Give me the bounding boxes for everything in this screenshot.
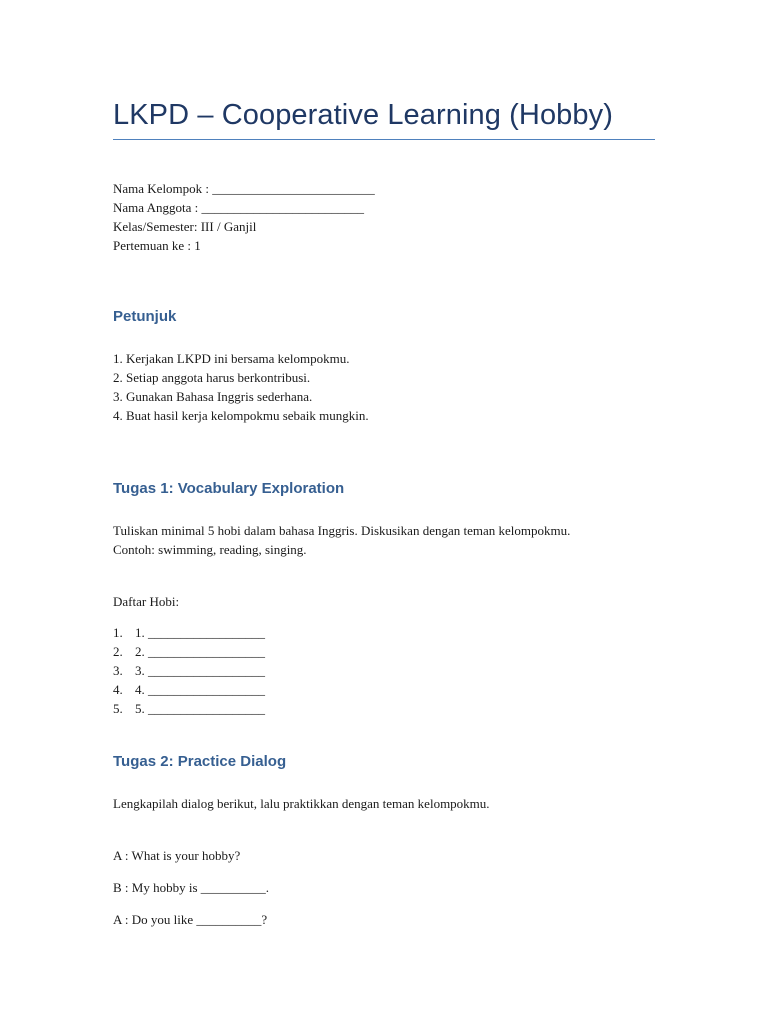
hobby-blank: 3. __________________ <box>135 663 265 678</box>
hobby-blank: 4. __________________ <box>135 682 265 697</box>
hobby-list-item <box>113 680 265 699</box>
hobby-list-item <box>113 623 265 642</box>
dialog-line: B : My hobby is __________. <box>113 880 270 895</box>
list-number: 2. <box>113 644 123 659</box>
list-number: 5. <box>113 701 123 716</box>
hobby-blank: 2. __________________ <box>135 644 265 659</box>
dialog-line: A : Do you like __________? <box>113 912 268 927</box>
dialog-line: A : What is your hobby? <box>113 848 241 863</box>
tugas1-instruction: Tuliskan minimal 5 hobi dalam bahasa Inggris. Diskusikan dengan teman kelompokmu. <box>113 523 571 538</box>
group-name-field: Nama Kelompok : _________________________ <box>113 181 375 196</box>
list-number: 4. <box>113 682 123 697</box>
tugas2-instruction: Lengkapilah dialog berikut, lalu praktikkan dengan teman kelompokmu. <box>113 796 490 811</box>
meeting-field: Pertemuan ke : 1 <box>113 238 201 253</box>
hobby-list-item <box>113 699 265 718</box>
members-field: Nama Anggota : _________________________ <box>113 200 364 215</box>
class-semester-field: Kelas/Semester: III / Ganjil <box>113 219 257 234</box>
tugas2-heading: Tugas 2: Practice Dialog <box>113 753 287 770</box>
list-number: 1. <box>113 625 123 640</box>
tugas1-heading: Tugas 1: Vocabulary Exploration <box>113 480 345 497</box>
hobby-list-label: Daftar Hobi: <box>113 594 180 609</box>
title-underline <box>113 139 655 140</box>
list-number: 3. <box>113 663 123 678</box>
tugas1-example: Contoh: swimming, reading, singing. <box>113 542 307 557</box>
petunjuk-item: 1. Kerjakan LKPD ini bersama kelompokmu. <box>113 351 350 366</box>
document-title: LKPD – Cooperative Learning (Hobby) <box>113 99 613 131</box>
petunjuk-item: 3. Gunakan Bahasa Inggris sederhana. <box>113 389 313 404</box>
petunjuk-item: 2. Setiap anggota harus berkontribusi. <box>113 370 311 385</box>
hobby-list-item <box>113 642 265 661</box>
hobby-blank: 5. __________________ <box>135 701 265 716</box>
hobby-list-item <box>113 661 265 680</box>
petunjuk-item: 4. Buat hasil kerja kelompokmu sebaik mungkin. <box>113 408 369 423</box>
hobby-blank: 1. __________________ <box>135 625 265 640</box>
petunjuk-heading: Petunjuk <box>113 308 177 325</box>
